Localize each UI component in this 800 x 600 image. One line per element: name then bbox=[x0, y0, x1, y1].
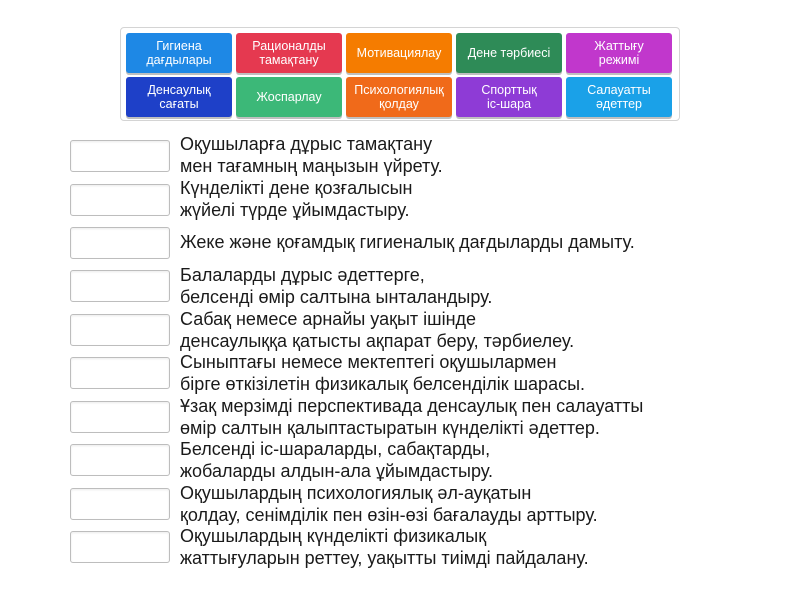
drop-slot-3[interactable] bbox=[70, 227, 170, 259]
description-6: Сыныптағы немесе мектептегі оқушылармен бірге өткізілетін физикалық белсенділік шарасы. bbox=[180, 352, 586, 394]
tile-hygiene-skills[interactable]: Гигиена дағдылары bbox=[126, 33, 232, 73]
drop-slot-6[interactable] bbox=[70, 357, 170, 389]
tile-exercise-regime[interactable]: Жаттығу режимі bbox=[566, 33, 672, 73]
tile-rational-nutrition[interactable]: Рационалды тамақтану bbox=[236, 33, 342, 73]
tile-motivation[interactable]: Мотивациялау bbox=[346, 33, 452, 73]
description-10: Оқушылардың күнделікті физикалық жаттығуларын реттеу, уақытты тиімді пайдалану. bbox=[180, 526, 589, 568]
answer-bank bbox=[120, 27, 680, 121]
description-2: Күнделікті дене қозғалысын жүйелі түрде ұйымдастыру. bbox=[180, 178, 413, 220]
description-3: Жеке және қоғамдық гигиеналық дағдыларды дамыту. bbox=[180, 232, 635, 252]
drop-slot-8[interactable] bbox=[70, 444, 170, 476]
description-9: Оқушылардың психологиялық әл-ауқатын қолдау, сенімділік пен өзін-өзі бағалауды арттыру. bbox=[180, 483, 598, 525]
drop-slot-9[interactable] bbox=[70, 488, 170, 520]
drop-slot-2[interactable] bbox=[70, 184, 170, 216]
description-8: Белсенді іс-шараларды, сабақтарды, жобаларды алдын-ала ұйымдастыру. bbox=[180, 439, 493, 481]
tile-sports-event[interactable]: Спорттық іс-шара bbox=[456, 77, 562, 117]
drop-slot-5[interactable] bbox=[70, 314, 170, 346]
description-4: Балаларды дұрыс әдеттерге, белсенді өмір салтына ынталандыру. bbox=[180, 265, 493, 307]
drop-slot-10[interactable] bbox=[70, 531, 170, 563]
tile-psychological-support[interactable]: Психологиялық қолдау bbox=[346, 77, 452, 117]
tile-healthy-habits[interactable]: Салауатты әдеттер bbox=[566, 77, 672, 117]
description-5: Сабақ немесе арнайы уақыт ішінде денсаулыққа қатысты ақпарат беру, тәрбиелеу. bbox=[180, 309, 575, 351]
description-7: Ұзақ мерзімді перспективада денсаулық пен салауатты өмір салтын қалыптастыратын күнделікті әдеттер. bbox=[180, 396, 644, 438]
drop-slot-1[interactable] bbox=[70, 140, 170, 172]
drop-slot-4[interactable] bbox=[70, 270, 170, 302]
drop-slot-7[interactable] bbox=[70, 401, 170, 433]
tile-physical-education[interactable]: Дене тәрбиесі bbox=[456, 33, 562, 73]
tile-health-hour[interactable]: Денсаулық сағаты bbox=[126, 77, 232, 117]
tile-planning[interactable]: Жоспарлау bbox=[236, 77, 342, 117]
description-1: Оқушыларға дұрыс тамақтану мен тағамның маңызын үйрету. bbox=[180, 134, 443, 176]
